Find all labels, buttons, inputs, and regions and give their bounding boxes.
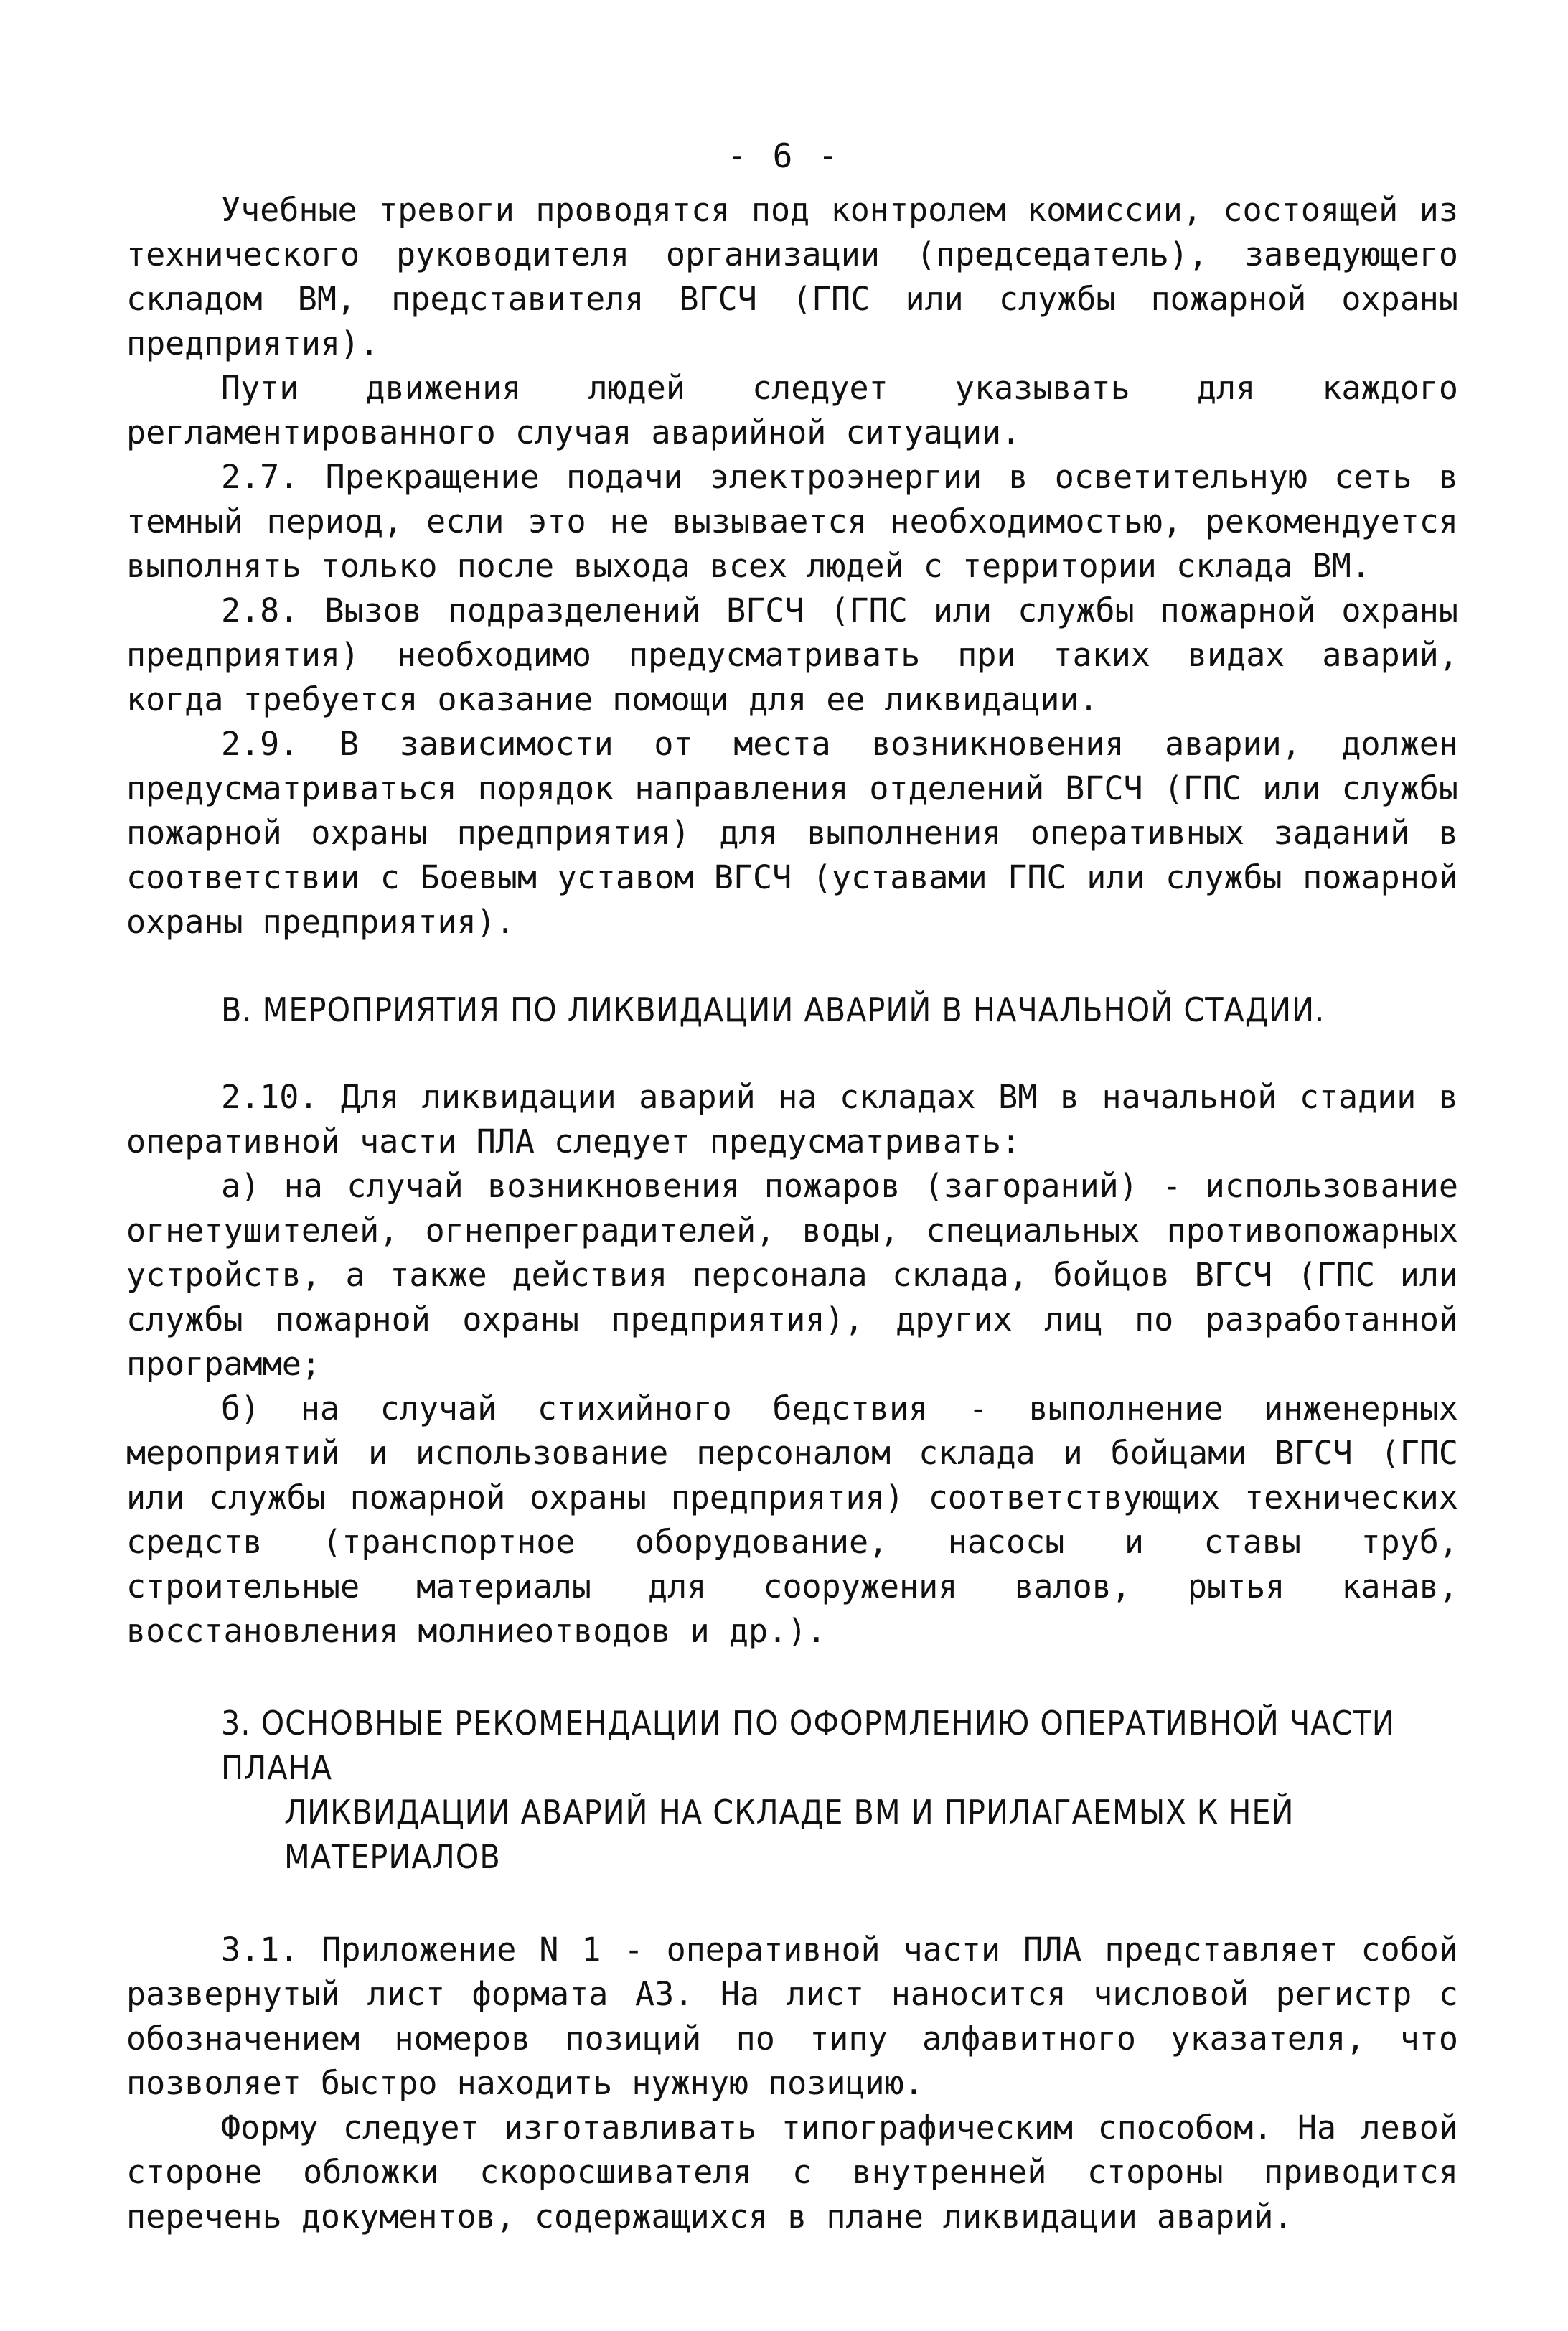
section-heading-3-line1: 3. ОСНОВНЫЕ РЕКОМЕНДАЦИИ ПО ОФОРМЛЕНИЮ ОПЕРАТИВНОЙ ЧАСТИ ПЛАНА — [221, 1704, 1395, 1787]
paragraph-2-9: 2.9. В зависимости от места возникновения аварии, должен предусматриваться порядок направления отделений ВГСЧ (ГПС или службы пожарной охраны предприятия) для выполнения оперативных заданий в соответствии с Боевым уставом ВГСЧ (уставами ГПС или службы пожарной охраны предприятия). — [126, 725, 1458, 941]
page-number: - 6 - — [727, 136, 841, 175]
section-heading-3-line2: ЛИКВИДАЦИИ АВАРИЙ НА СКЛАДЕ ВМ И ПРИЛАГАЕМЫХ К НЕЙ МАТЕРИАЛОВ — [284, 1793, 1295, 1876]
paragraph-item-a: а) на случай возникновения пожаров (загораний) - использование огнетушителей, огнепреградителей, воды, специальных противопожарных устройств, а также действия персонала склада, бойцов ВГСЧ (ГПС или службы пожарной охраны предприятия), других лиц по разработанной программе; — [126, 1167, 1458, 1383]
section-heading-3 — [126, 1701, 1458, 1879]
paragraph-item-b: б) на случай стихийного бедствия - выполнение инженерных мероприятий и использование персоналом склада и бойцами ВГСЧ (ГПС или службы пожарной охраны предприятия) соответствующих технических средств (транспортное оборудование, насосы и ставы труб, строительные материалы для сооружения валов, рытья канав, восстановления молниеотводов и др.). — [126, 1389, 1458, 1650]
document-body — [126, 188, 1458, 2239]
paragraph-2-10: 2.10. Для ликвидации аварий на складах ВМ в начальной стадии в оперативной части ПЛА следует предусматривать: — [126, 1078, 1458, 1160]
paragraph-training-alarms: Учебные тревоги проводятся под контролем комиссии, состоящей из технического руководителя организации (председатель), заведующего складом ВМ, представителя ВГСЧ (ГПС или службы пожарной охраны предприятия). — [126, 191, 1458, 362]
paragraph-evacuation-routes: Пути движения людей следует указывать для каждого регламентированного случая аварийной ситуации. — [126, 369, 1458, 451]
paragraph-3-1: 3.1. Приложение N 1 - оперативной части ПЛА представляет собой развернутый лист формата А3. На лист наносится числовой регистр с обозначением номеров позиций по типу алфавитного указателя, что позволяет быстро находить нужную позицию. — [126, 1931, 1458, 2102]
paragraph-form-typography: Форму следует изготавливать типографическим способом. На левой стороне обложки скоросшивателя с внутренней стороны приводится перечень документов, содержащихся в плане ликвидации аварий. — [126, 2109, 1458, 2236]
paragraph-2-7: 2.7. Прекращение подачи электроэнергии в осветительную сеть в темный период, если это не вызывается необходимостью, рекомендуется выполнять только после выхода всех людей с территории склада ВМ. — [126, 458, 1458, 585]
paragraph-2-8: 2.8. Вызов подразделений ВГСЧ (ГПС или службы пожарной охраны предприятия) необходимо предусматривать при таких видах аварий, когда требуется оказание помощи для ее ликвидации. — [126, 591, 1458, 718]
section-heading-b: В. МЕРОПРИЯТИЯ ПО ЛИКВИДАЦИИ АВАРИЙ В НАЧАЛЬНОЙ СТАДИИ. — [221, 990, 1325, 1029]
